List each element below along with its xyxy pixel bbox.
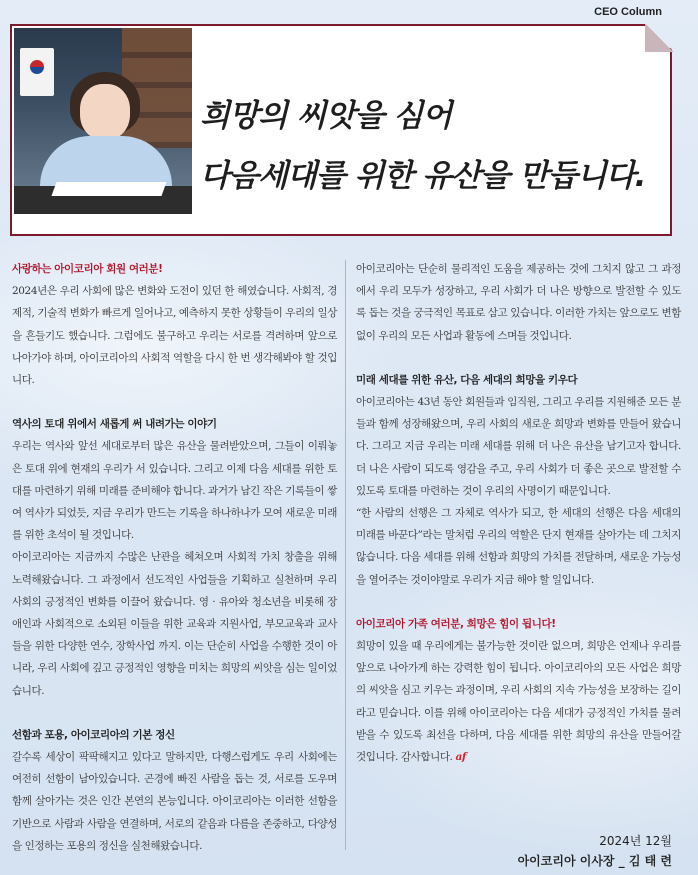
title-line-1: 희망의 씨앗을 심어: [200, 98, 452, 134]
section-heading: 미래 세대를 위한 유산, 다음 세대의 희망을 키우다: [356, 373, 578, 386]
column-title: [200, 86, 650, 206]
paragraph: [356, 635, 681, 768]
paragraph: 아이코리아는 43년 동안 회원들과 임직원, 그리고 우리를 지원해준 모든 분들과 함께 성장해왔으며, 우리 사회의 새로운 희망과 변화를 만들어 왔습니다. 그리고 지금 우리는 미래 세대를 위해 더 나은 유산을 남기고자 합니다. 더 나은 사람이 되도록 영감을 주고, 우리 사회가 더 좋은 곳으로 발전할 수 있도록 토대를 마련하는 것이 우리의 사명이기 때문입니다.: [356, 396, 681, 497]
column-divider: [345, 260, 346, 850]
ceo-photo: [14, 28, 192, 214]
right-column: [356, 258, 681, 768]
paragraph: 우리는 역사와 앞선 세대로부터 많은 유산을 물려받았으며, 그들이 이뤄놓은 토대 위에 현재의 우리가 서 있습니다. 그리고 이제 다음 세대를 위한 토대를 마련하기 위해 미래를 준비해야 합니다. 과거가 남긴 작은 기록들이 쌓여 역사가 되었듯, 지금 우리가 만드는 기록을 하나하나가 모여 새로운 미래를 위한 초석이 될 것입니다.: [12, 440, 337, 542]
section-heading: 역사의 토대 위에서 새롭게 써 내려가는 이야기: [12, 418, 217, 431]
paragraph: 갈수록 세상이 팍팍해지고 있다고 말하지만, 다행스럽게도 우리 사회에는 여전히 선함이 남아있습니다. 곤경에 빠진 사람을 돕는 것, 서로를 도우며 함께 살아가는 것은 인간 본연의 본능입니다. 아이코리아는 이러한 선함을 기반으로 사람과 사람을 연결하며, 서로의 같음과 다름을 존중하고, 다양성을 인정하는 포용의 정신을 실천해왔습니다.: [12, 751, 337, 852]
title-line-2: 다음세대를 위한 유산을 만듭니다.: [200, 158, 646, 194]
paragraph: 아이코리아는 단순히 물리적인 도움을 제공하는 것에 그치지 않고 그 과정에서 우리 모두가 성장하고, 우리 사회가 더 나은 방향으로 발전할 수 있도록 돕는 것을 궁극적인 목표로 삼고 있습니다. 이러한 가치는 앞으로도 변함없이 우리의 모든 사업과 활동에 스며들 것입니다.: [356, 263, 681, 342]
paragraph: 2024년은 우리 사회에 많은 변화와 도전이 있던 한 해였습니다. 사회적, 경제적, 기술적 변화가 빠르게 일어나고, 예측하지 못한 상황들이 우리의 일상을 흔들기도 했습니다. 그럼에도 불구하고 우리는 서로를 격려하며 앞으로 나아가야 하며, 아이코리아의 사회적 역할을 다시 한 번 생각해봐야 할 것입니다.: [12, 285, 337, 387]
section-heading: 선함과 포용, 아이코리아의 기본 정신: [12, 728, 175, 741]
closing-text: 희망이 있을 때 우리에게는 불가능한 것이란 없으며, 희망은 언제나 우리를 앞으로 나아가게 하는 강력한 힘이 됩니다. 아이코리아의 모든 사업은 희망의 씨앗을 심고 키우는 과정이며, 우리 사회의 지속 가능성을 보장하는 길이라고 믿습니다. 이를 위해 아이코리아는 다음 세대가 긍정적인 가치를 물려받을 수 있도록 최선을 다하며, 다음 세대를 위한 희망의 유산을 만들어갈 것입니다. 감사합니다.: [356, 640, 681, 764]
paragraph: 아이코리아는 지금까지 수많은 난관을 헤쳐오며 사회적 가치 창출을 위해 노력해왔습니다. 그 과정에서 선도적인 사업들을 기획하고 실천하며 우리 사회의 긍정적인 변화를 이끌어 왔습니다. 영 · 유아와 청소년을 비롯해 장애인과 사회적으로 소외된 이들을 위한 교육과 지원사업, 부모교육과 교사들을 위한 다양한 연수, 장학사업 까지. 이는 단순히 사업을 수행한 것이 아니라, 우리 사회에 깊고 긍정적인 영향을 미치는 희망의 씨앗을 심는 일이었습니다.: [12, 551, 337, 697]
header-fold-corner: [645, 24, 674, 52]
signature-date: 2024년 12월: [599, 834, 672, 848]
left-column: [12, 258, 337, 857]
column-label: CEO Column: [594, 6, 662, 18]
af-logo-icon: af: [455, 751, 466, 764]
korean-flag-icon: [20, 48, 54, 96]
paragraph: “한 사람의 선행은 그 자체로 역사가 되고, 한 세대의 선행은 다음 세대의 미래를 바꾼다”라는 말처럼 우리의 역할은 단지 현재를 살아가는 데 그치지 않습니다. 다음 세대를 위해 선함과 희망의 가치를 전달하며, 새로운 가능성을 열어주는 것이야말로 우리가 지금 해야 할 일입니다.: [356, 507, 681, 586]
greeting-heading: 사랑하는 아이코리아 회원 여러분!: [12, 263, 163, 275]
signature-name: 아이코리아 이사장 _ 김 태 련: [517, 854, 672, 868]
section-heading: 아이코리아 가족 여러분, 희망은 힘이 됩니다!: [356, 617, 556, 630]
